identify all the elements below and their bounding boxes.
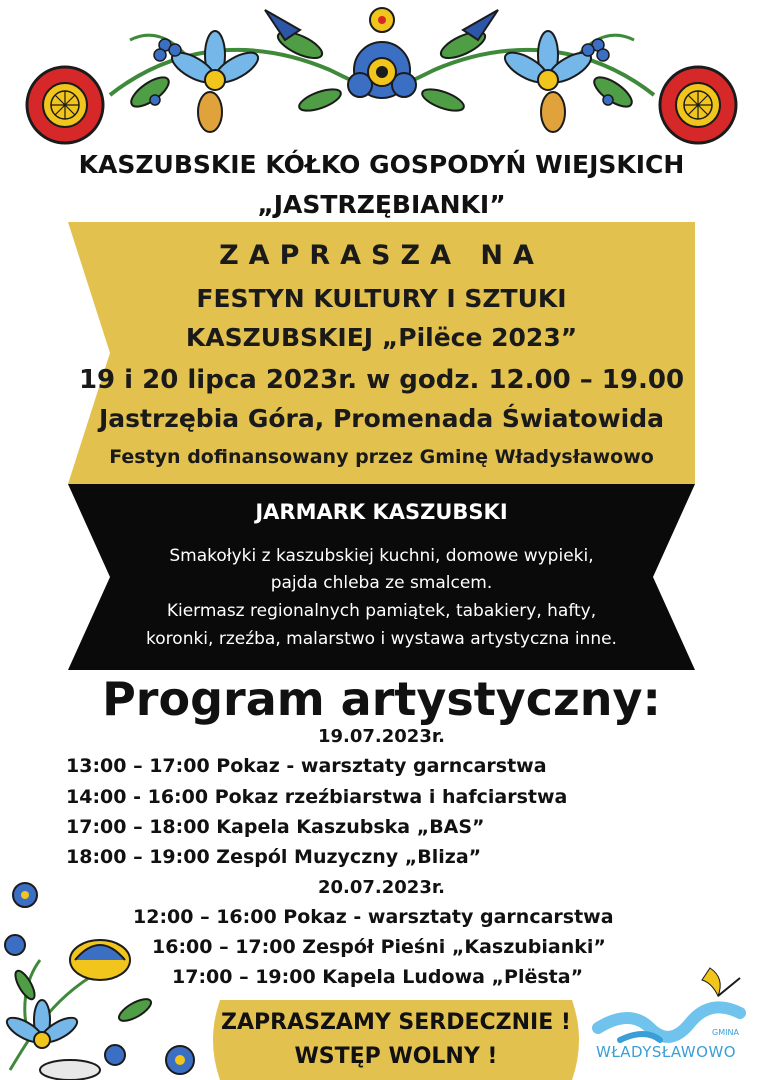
program-day-heading: 20.07.2023r. — [317, 877, 446, 898]
logo-wladyslawowo-label: WŁADYSŁAWOWO — [596, 1043, 737, 1061]
kashubian-floral-ornament-left — [0, 870, 200, 1080]
funding-note: Festyn dofinansowany przez Gminę Władysławowo — [109, 446, 654, 468]
program-event: 18:00 – 19:00 Zespól Muzyczny „Bliza” — [66, 846, 482, 868]
fair-description-line: Kiermasz regionalnych pamiątek, tabakiery, hafty, — [166, 601, 597, 621]
program-day-heading: 19.07.2023r. — [317, 726, 446, 747]
program-event: 13:00 – 17:00 Pokaz - warsztaty garncarstwa — [66, 755, 547, 777]
program-event: 12:00 – 16:00 Pokaz - warsztaty garncarstwa — [133, 906, 614, 928]
program-event: 14:00 - 16:00 Pokaz rzeźbiarstwa i hafciarstwa — [66, 786, 568, 808]
event-place: Jastrzębia Góra, Promenada Światowida — [98, 404, 665, 433]
kashubian-floral-ornament-top — [0, 0, 763, 148]
organization-name-line1: KASZUBSKIE KÓŁKO GOSPODYŃ WIEJSKICH — [78, 150, 685, 179]
program-event: 16:00 – 17:00 Zespół Pieśni „Kaszubianki” — [152, 936, 606, 958]
festival-name-line1: FESTYN KULTURY I SZTUKI — [196, 284, 567, 313]
logo-gmina-label: GMINA — [712, 1028, 739, 1037]
fair-description-line: pajda chleba ze smalcem. — [270, 573, 493, 593]
free-entry-note: WSTĘP WOLNY ! — [294, 1044, 498, 1069]
program-event: 17:00 – 18:00 Kapela Kaszubska „BAS” — [66, 816, 485, 838]
invite-heading: ZAPRASZA NA — [219, 240, 544, 271]
fair-description-line: Smakołyki z kaszubskiej kuchni, domowe wypieki, — [169, 546, 594, 566]
event-dates: 19 i 20 lipca 2023r. w godz. 12.00 – 19.00 — [78, 365, 685, 395]
organization-name-line2: „JASTRZĘBIANKI” — [257, 190, 506, 219]
fair-title: JARMARK KASZUBSKI — [255, 500, 508, 524]
program-title: Program artystyczny: — [102, 672, 661, 726]
festival-name-line2: KASZUBSKIEJ „Pilëce 2023” — [185, 323, 578, 352]
closing-invitation: ZAPRASZAMY SERDECZNIE ! — [221, 1010, 571, 1035]
program-event: 17:00 – 19:00 Kapela Ludowa „Plësta” — [172, 966, 584, 988]
fair-description-line: koronki, rzeźba, malarstwo i wystawa artystyczna inne. — [146, 629, 617, 649]
